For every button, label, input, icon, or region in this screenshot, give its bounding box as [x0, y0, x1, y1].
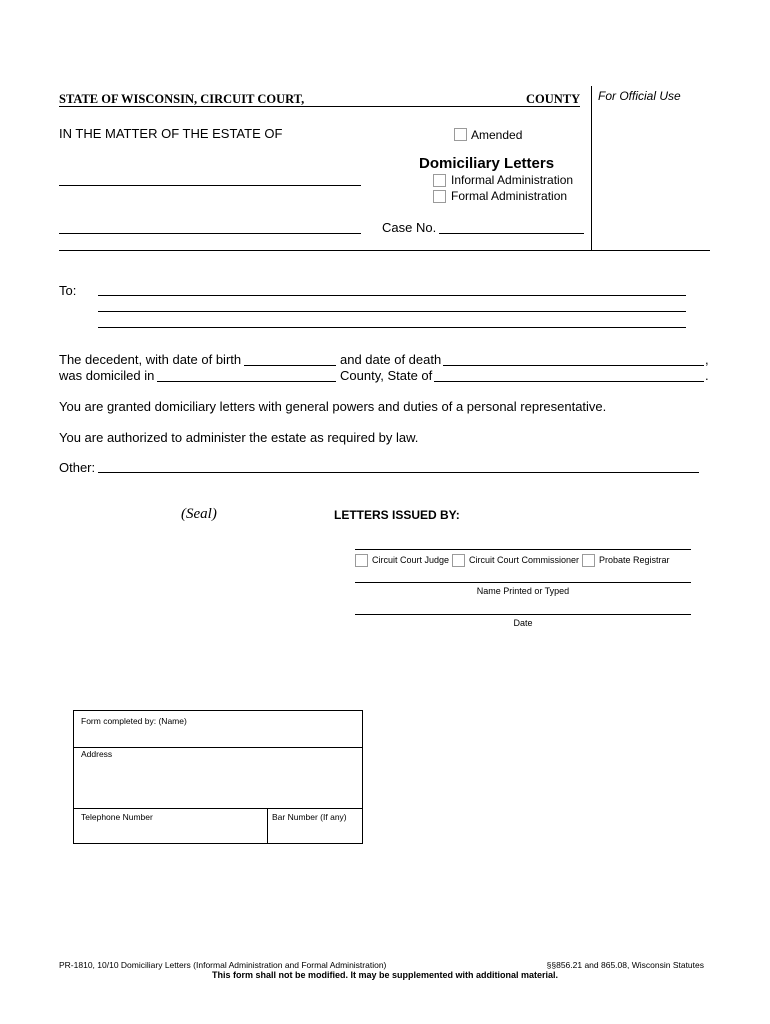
state-period: . [705, 368, 709, 383]
amended-checkbox[interactable] [454, 128, 467, 141]
to-line-3[interactable] [98, 327, 686, 328]
state-line[interactable] [434, 381, 704, 382]
other-label: Other: [59, 460, 96, 475]
footer-notice: This form shall not be modified. It may be supplemented with additional material. [211, 970, 559, 980]
matter-label: IN THE MATTER OF THE ESTATE OF [59, 126, 283, 141]
dod-label: and date of death [340, 352, 442, 367]
name-printed-line[interactable] [355, 582, 691, 583]
official-use-divider [591, 86, 592, 251]
date-label: Date [513, 618, 533, 628]
registrar-checkbox[interactable] [582, 554, 595, 567]
dob-label: The decedent, with date of birth [59, 352, 242, 367]
court-heading: STATE OF WISCONSIN, CIRCUIT COURT, [59, 92, 305, 106]
completed-by-box [73, 710, 363, 844]
authorized-text: You are authorized to administer the estate as required by law. [59, 430, 419, 445]
footer-statutes: §§856.21 and 865.08, Wisconsin Statutes [546, 960, 704, 970]
county-state-label: County, State of [340, 368, 433, 383]
estate-name-line[interactable] [59, 185, 361, 186]
amended-label: Amended [471, 128, 523, 142]
estate-name-line-2[interactable] [59, 233, 361, 234]
completed-by-bar-label: Bar Number (If any) [272, 812, 347, 822]
dod-comma: , [705, 352, 709, 367]
dod-line[interactable] [443, 365, 704, 366]
county-label: COUNTY [526, 92, 581, 106]
issued-by-label: LETTERS ISSUED BY: [334, 508, 460, 522]
completed-by-address-label: Address [81, 749, 113, 759]
caption-bottom-rule [59, 250, 710, 251]
to-line-1[interactable] [98, 295, 686, 296]
judge-checkbox[interactable] [355, 554, 368, 567]
to-line-2[interactable] [98, 311, 686, 312]
judge-label: Circuit Court Judge [372, 555, 450, 565]
commissioner-label: Circuit Court Commissioner [469, 555, 580, 565]
signature-line[interactable] [355, 549, 691, 550]
domicile-county-line[interactable] [157, 381, 336, 382]
official-use-label: For Official Use [598, 89, 681, 103]
form-title: Domiciliary Letters [419, 155, 555, 172]
completed-by-phone-label: Telephone Number [81, 812, 153, 822]
domiciled-label: was domiciled in [59, 368, 155, 383]
commissioner-checkbox[interactable] [452, 554, 465, 567]
case-no-label: Case No. [382, 220, 437, 235]
dob-line[interactable] [244, 365, 336, 366]
footer-form-id: PR-1810, 10/10 Domiciliary Letters (Informal Administration and Formal Administration) [59, 960, 387, 970]
completed-by-divider-2 [74, 808, 362, 809]
completed-by-divider-3 [267, 808, 268, 843]
other-line[interactable] [98, 472, 699, 473]
seal-label: (Seal) [181, 506, 217, 522]
county-name-line[interactable] [59, 106, 580, 107]
formal-checkbox[interactable] [433, 190, 446, 203]
date-line[interactable] [355, 614, 691, 615]
to-label: To: [59, 283, 77, 298]
informal-checkbox[interactable] [433, 174, 446, 187]
informal-label: Informal Administration [451, 173, 574, 187]
name-printed-label: Name Printed or Typed [476, 586, 570, 596]
formal-label: Formal Administration [451, 189, 568, 203]
completed-by-divider-1 [74, 747, 362, 748]
completed-by-name-label: Form completed by: (Name) [81, 716, 187, 726]
granted-text: You are granted domiciliary letters with general powers and duties of a personal representative. [59, 399, 607, 414]
case-no-line[interactable] [439, 233, 584, 234]
registrar-label: Probate Registrar [599, 555, 670, 565]
